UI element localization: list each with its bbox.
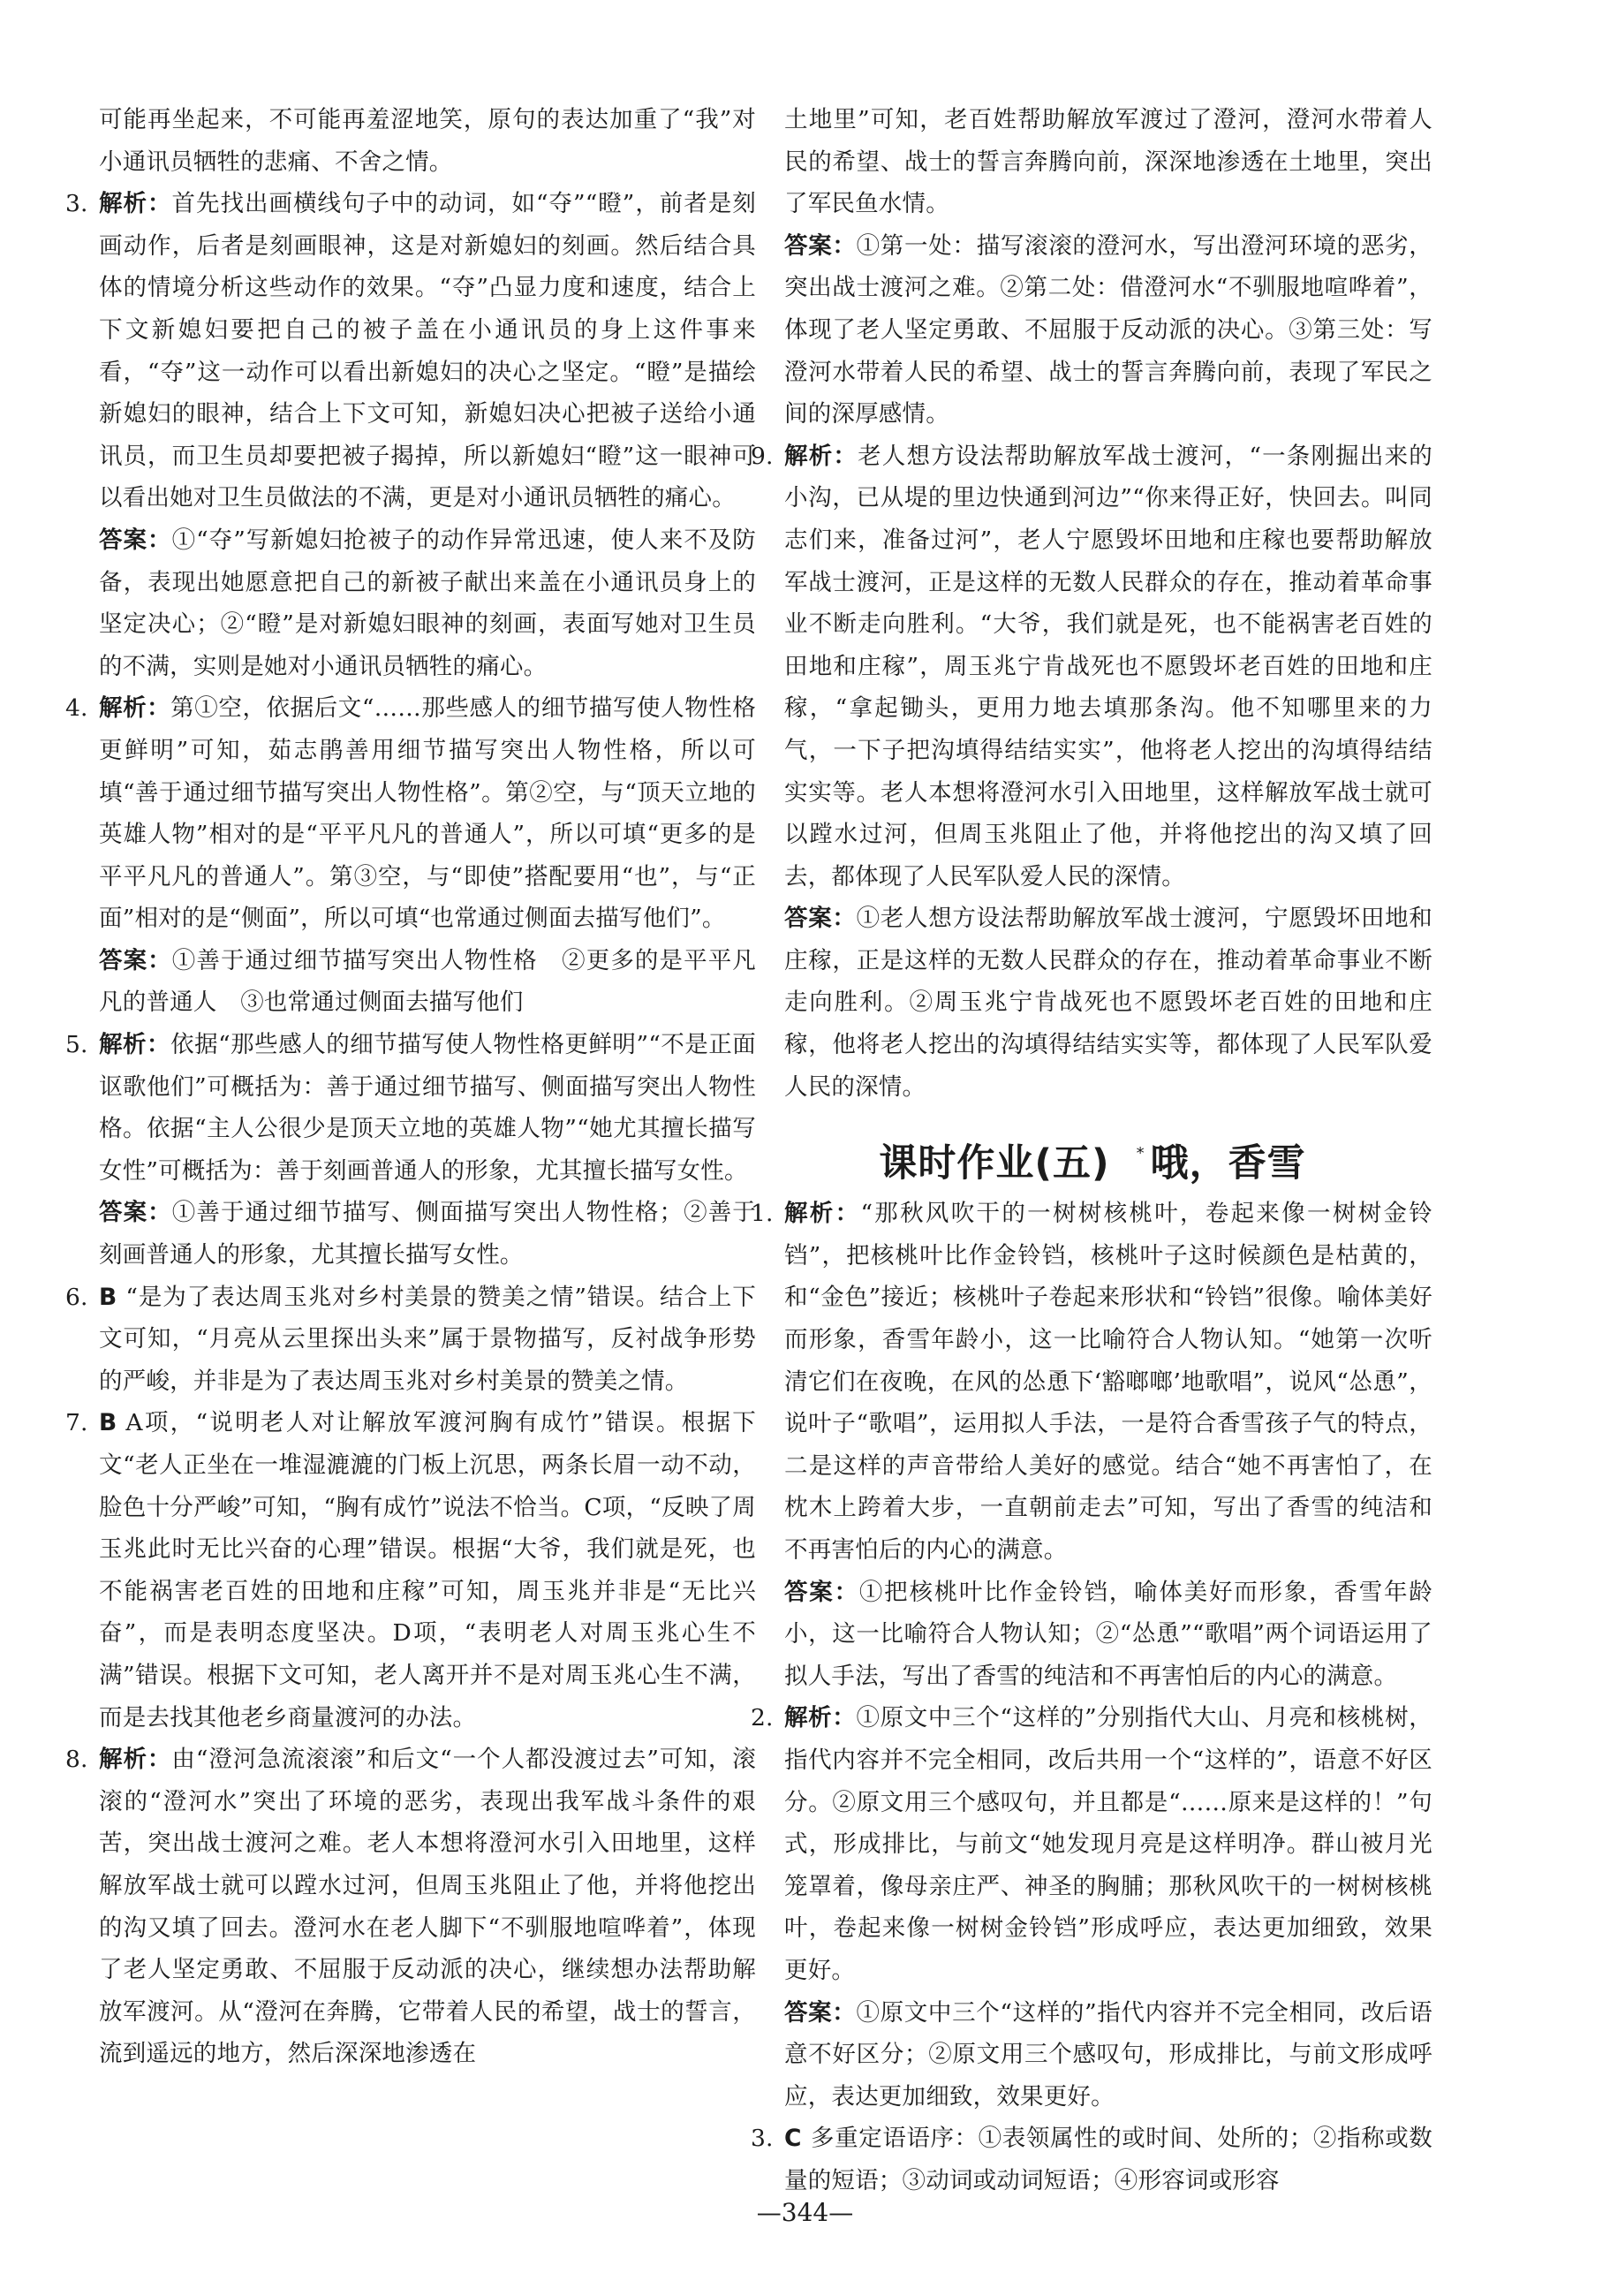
section-question-2-answer — [752, 1992, 1432, 2118]
answer-label: 答案： — [784, 231, 857, 260]
analysis-label: 解析： — [99, 1031, 171, 1059]
section-title-text: 课时作业(五) — [879, 1141, 1110, 1186]
answer-text: ①原文中三个“这样的”指代内容并不完全相同，改后语意不好区分；②原文用三个感叹句，形成排比，与前文形成呼应，表达更加细致，效果更好。 — [784, 1998, 1432, 2110]
question-number: 2. — [751, 1704, 774, 1732]
continued-text: 土地里”可知，老百姓帮助解放军渡过了澄河，澄河水带着人民的希望、战士的誓言奔腾向前，深深地渗透在土地里，突出了军民鱼水情。 — [784, 106, 1432, 218]
question-5-answer — [67, 1192, 756, 1276]
answer-label: 答案： — [99, 1199, 172, 1227]
section-question-1-analysis — [752, 1193, 1432, 1571]
analysis-text: 老人想方设法帮助解放军战士渡河，“一条刚掘出来的小沟，已从堤的里边快通到河边”“你来得正好，快回去。叫同志们来，准备过河”，老人宁愿毁坏田地和庄稼也要帮助解放军战士渡河，正是这样的无数人民群众的存在，推动着革命事业不断走向胜利。“大爷，我们就是死，也不能祸害老百姓的田地和庄稼”，周玉兆宁肯战死也不愿毁坏老百姓的田地和庄稼，“拿起锄头，更用力地去填那条沟。他不知哪里来的力气，一下子把沟填得结结实实”，他将老人挖出的沟填得结结实实等。老人本想将澄河水引入田地里，这样解放军战士就可以蹚水过河，但周玉兆阻止了他，并将他挖出的沟又填了回去，都体现了人民军队爱人民的深情。 — [784, 442, 1432, 890]
answer-label: 答案： — [99, 526, 172, 554]
question-number: 3. — [751, 2125, 774, 2153]
explanation-text: 多重定语语序：①表领属性的或时间、处所的；②指称或数量的短语；③动词或动词短语；④形容词或形容 — [784, 2125, 1432, 2194]
answer-text: ①把核桃叶比作金铃铛，喻体美好而形象，香雪年龄小，这一比喻符合人物认知；②“怂恿”“歌唱”两个词语运用了拟人手法，写出了香雪的纯洁和不再害怕后的内心的满意。 — [784, 1578, 1432, 1690]
question-3-analysis — [67, 183, 756, 519]
answer-text: ①老人想方设法帮助解放军战士渡河，宁愿毁坏田地和庄稼，正是这样的无数人民群众的存在，推动着革命事业不断走向胜利。②周玉兆宁肯战死也不愿毁坏老百姓的田地和庄稼，他将老人挖出的沟填得结结实实等，都体现了人民军队爱人民的深情。 — [784, 905, 1432, 1101]
answer-text: ①善于通过细节描写、侧面描写突出人物性格；②善于刻画普通人的形象，尤其擅长描写女性。 — [99, 1199, 756, 1269]
answer-label: 答案： — [784, 1578, 859, 1606]
answer-choice: C — [784, 2125, 802, 2153]
question-4-analysis — [67, 687, 756, 940]
analysis-text: 由“澄河急流滚滚”和后文“一个人都没渡过去”可知，滚滚的“澄河水”突出了环境的恶劣，表现出我军战斗条件的艰苦，突出战士渡河之难。老人本想将澄河水引入田地里，这样解放军战士就可以蹚水过河，但周玉兆阻止了他，并将他挖出的沟又填了回去。澄河水在老人脚下“不驯服地喧哗着”，体现了老人坚定勇敢、不屈服于反动派的决心，继续想办法帮助解放军渡河。从“澄河在奔腾，它带着人民的希望，战士的誓言，流到遥远的地方，然后深深地渗透在 — [99, 1746, 756, 2068]
analysis-text: 首先找出画横线句子中的动词，如“夺”“瞪”，前者是刻画动作，后者是刻画眼神，这是对新媳妇的刻画。然后结合具体的情境分析这些动作的效果。“夺”凸显力度和速度，结合上下文新媳妇要把自己的被子盖在小通讯员的身上这件事来看，“夺”这一动作可以看出新媳妇的决心之坚定。“瞪”是描绘新媳妇的眼神，结合上下文可知，新媳妇决心把被子送给小通讯员，而卫生员却要把被子揭掉，所以新媳妇“瞪”这一眼神可以看出她对卫生员做法的不满，更是对小通讯员牺牲的痛心。 — [99, 190, 757, 512]
question-8-analysis — [67, 1739, 756, 2075]
question-5-analysis — [67, 1024, 756, 1192]
left-column — [67, 99, 756, 2075]
question-6 — [67, 1277, 756, 1403]
analysis-text: “那秋风吹干的一树树核桃叶，卷起来像一树树金铃铛”，把核桃叶比作金铃铛，核桃叶子这时候颜色是枯黄的，和“金色”接近；核桃叶子卷起来形状和“铃铛”很像。喻体美好而形象，香雪年龄小，这一比喻符合人物认知。“她第一次听清它们在夜晚，在风的怂恿下‘豁啷啷’地歌唱”，说风“怂恿”，说叶子“歌唱”，运用拟人手法，一是符合香雪孩子气的特点，二是这样的声音带给人美好的感觉。结合“她不再害怕了，在枕木上跨着大步，一直朝前走去”可知，写出了香雪的纯洁和不再害怕后的内心的满意。 — [784, 1200, 1432, 1564]
right-column — [752, 99, 1432, 2202]
section-mark: * — [1136, 1144, 1145, 1163]
question-number: 5. — [65, 1031, 88, 1059]
section-question-2-analysis — [752, 1697, 1432, 1991]
answer-label: 答案： — [99, 946, 172, 974]
question-number: 7. — [65, 1409, 88, 1437]
answer-choice: B — [99, 1409, 117, 1437]
answer-choice: B — [99, 1283, 117, 1311]
page-number: —344— — [756, 2198, 854, 2227]
explanation-text: A项，“说明老人对让解放军渡河胸有成竹”错误。根据下文“老人正坐在一堆湿漉漉的门板上沉思，两条长眉一动不动，脸色十分严峻”可知，“胸有成竹”说法不恰当。C项，“反映了周玉兆此时无比兴奋的心理”错误。根据“大爷，我们就是死，也不能祸害老百姓的田地和庄稼”可知，周玉兆并非是“无比兴奋”，而是表明态度坚决。D项，“表明老人对周玉兆心生不满”错误。根据下文可知，老人离开并不是对周玉兆心生不满，而是去找其他老乡商量渡河的办法。 — [99, 1409, 756, 1731]
section-subtitle: 哦，香雪 — [1150, 1141, 1306, 1186]
question-7 — [67, 1402, 756, 1739]
question-number: 4. — [65, 694, 88, 723]
analysis-label: 解析： — [784, 442, 858, 470]
analysis-text: 第①空，依据后文“……那些感人的细节描写使人物性格更鲜明”可知，茹志鹃善用细节描写突出人物性格，所以可填“善于通过细节描写突出人物性格”。第②空，与“顶天立地的英雄人物”相对的是“平平凡凡的普通人”，所以可填“更多的是平平凡凡的普通人”。第③空，与“即使”搭配要用“也”，与“正面”相对的是“侧面”，所以可填“也常通过侧面去描写他们”。 — [99, 694, 756, 933]
answer-label: 答案： — [784, 905, 857, 933]
analysis-label: 解析： — [784, 1704, 857, 1732]
analysis-label: 解析： — [99, 694, 171, 723]
explanation-text: “是为了表达周玉兆对乡村美景的赞美之情”错误。结合上下文可知，“月亮从云里探出头来”属于景物描写，反衬战争形势的严峻，并非是为了表达周玉兆对乡村美景的赞美之情。 — [99, 1283, 756, 1395]
section-question-3 — [752, 2118, 1432, 2201]
question-3-answer — [67, 519, 756, 687]
answer-label: 答案： — [784, 1998, 857, 2027]
question-number: 6. — [65, 1283, 88, 1311]
analysis-text: 依据“那些感人的细节描写使人物性格更鲜明”“不是正面讴歌他们”可概括为：善于通过细节描写、侧面描写突出人物性格。依据“主人公很少是顶天立地的英雄人物”“她尤其擅长描写女性”可概括为：善于刻画普通人的形象，尤其擅长描写女性。 — [99, 1031, 757, 1185]
analysis-label: 解析： — [99, 1746, 172, 1774]
continued-text: 可能再坐起来，不可能再羞涩地笑，原句的表达加重了“我”对小通讯员牺牲的悲痛、不舍之情。 — [99, 106, 756, 176]
question-number: 1. — [751, 1200, 774, 1228]
analysis-label: 解析： — [784, 1200, 861, 1228]
question-number: 8. — [65, 1746, 88, 1774]
question-number: 9. — [751, 442, 774, 470]
answer-text: ①第一处：描写滚滚的澄河水，写出澄河环境的恶劣，突出战士渡河之难。②第二处：借澄河水“不驯服地喧哗着”，体现了老人坚定勇敢、不屈服于反动派的决心。③第三处：写澄河水带着人民的希望、战士的誓言奔腾向前，表现了军民之间的深厚感情。 — [784, 231, 1432, 428]
analysis-text: ①原文中三个“这样的”分别指代大山、月亮和核桃树，指代内容并不完全相同，改后共用一个“这样的”，语意不好区分。②原文用三个感叹句，并且都是“……原来是这样的！”句式，形成排比，与前文“她发现月亮是这样明净。群山被月光笼罩着，像母亲庄严、神圣的胸脯；那秋风吹干的一树树核桃叶，卷起来像一树树金铃铛”形成呼应，表达更加细致，效果更好。 — [784, 1704, 1432, 1984]
question-8-answer — [752, 225, 1432, 436]
question-4-answer — [67, 940, 756, 1024]
question-number: 3. — [65, 190, 88, 218]
section-title — [752, 1115, 1432, 1193]
analysis-label: 解析： — [99, 190, 172, 218]
answer-text: ①“夺”写新媳妇抢被子的动作异常迅速，使人来不及防备，表现出她愿意把自己的新被子献出来盖在小通讯员身上的坚定决心；②“瞪”是对新媳妇眼神的刻画，表面写她对卫生员的不满，实则是她对小通讯员牺牲的痛心。 — [99, 526, 756, 680]
question-9-answer — [752, 898, 1432, 1108]
section-question-1-answer — [752, 1572, 1432, 1698]
question-9-analysis — [752, 436, 1432, 898]
answer-text: ①善于通过细节描写突出人物性格 ②更多的是平平凡凡的普通人 ③也常通过侧面去描写他们 — [99, 946, 756, 1017]
